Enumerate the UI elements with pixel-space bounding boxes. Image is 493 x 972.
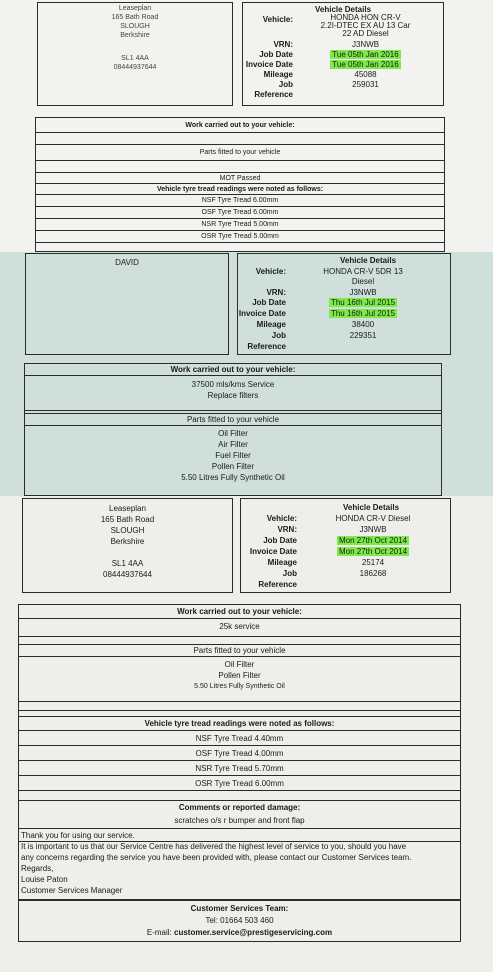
job-date-value: Tue 05th Jan 2016 [332,50,399,59]
customer-services-title: Customer Services Team: [190,904,289,913]
vrn-label: VRN: [277,525,297,534]
part-item: Pollen Filter [218,671,261,680]
vehicle-details-box [237,253,451,355]
job-value: 186268 [359,569,387,578]
tyre-title: Vehicle tyre tread readings were noted as follows: [36,184,444,195]
work-table [24,363,442,496]
email-label: E-mail: [146,928,174,937]
vehicle-label: Vehicle: [255,267,286,276]
vehicle-label: Vehicle: [266,514,297,523]
address-line: 165 Bath Road [111,14,159,21]
blank-row [36,161,444,173]
tyre-title: Vehicle tyre tread readings were noted as follows: [19,717,460,731]
job-label: Job [278,80,293,89]
address-line: Leaseplan [109,504,146,513]
job-value: 259031 [352,80,379,89]
work-title: Work carried out to your vehicle: [36,118,444,133]
invoice-sheet-2016 [0,0,493,253]
blank-row [19,701,460,711]
message-line: Regards, [21,864,54,873]
signatory-title: Customer Services Manager [21,886,123,895]
vehicle-details-box [242,2,444,106]
work-item: Replace filters [207,391,259,400]
customer-message-box [18,828,461,900]
work-title: Work carried out to your vehicle: [19,605,460,619]
customer-address-box [22,498,233,593]
message-line: Thank you for using our service. [21,831,135,840]
work-table [35,117,445,252]
parts-title: Parts fitted to your vehicle [36,145,444,161]
mot-status: MOT Passed [36,173,444,184]
work-table [18,604,461,842]
parts-title: Parts fitted to your vehicle [19,645,460,657]
vehicle-value: Diesel [351,277,375,286]
vehicle-details-title: Vehicle Details [339,256,397,265]
reference-label: Reference [247,342,286,351]
address-line: SLOUGH [120,23,150,30]
message-line: any concerns regarding the service you have been provided with, please contact our Customer Services team. [21,853,412,862]
blank-row [19,637,460,645]
work-item: 37500 mls/kms Service [191,380,275,389]
invoice-date-label: Invoice Date [245,60,293,69]
job-date-label: Job Date [252,298,286,307]
job-date-label: Job Date [259,50,293,59]
job-label: Job [271,331,286,340]
comments-title: Comments or reported damage: [178,803,301,812]
mileage-value: 45088 [354,70,377,79]
phone-number: 08444937644 [113,64,157,71]
work-title: Work carried out to your vehicle: [25,364,441,376]
address-line: Berkshire [110,537,145,546]
invoice-sheet-2014 [0,496,493,972]
work-item: 25k service [19,619,460,637]
blank-row [36,133,444,145]
tyre-reading: NSR Tyre Tread 5.00mm [36,219,444,231]
phone-number: 08444937644 [103,570,152,579]
vehicle-label: Vehicle: [262,15,293,24]
tyre-reading: OSF Tyre Tread 4.00mm [19,746,460,761]
vrn-value: J3NWB [359,525,387,534]
part-item: Fuel Filter [215,451,251,460]
address-line: Leaseplan [118,5,152,12]
address-line: 165 Bath Road [100,515,155,524]
part-item: 5.50 Litres Fully Synthetic Oil [181,473,285,482]
invoice-date-value: Mon 27th Oct 2014 [338,547,408,556]
vrn-label: VRN: [266,288,286,297]
mileage-value: 38400 [351,320,375,329]
postcode: SL1 4AA [121,55,149,62]
parts-cell [19,657,460,702]
vehicle-value: HONDA HON CR-V [330,13,401,22]
invoice-date-value: Tue 05th Jan 2016 [332,60,399,69]
mileage-label: Mileage [267,558,297,567]
job-date-value: Thu 16th Jul 2015 [330,298,396,307]
mileage-value: 25174 [361,558,385,567]
reference-label: Reference [254,90,293,99]
customer-services-box [18,900,461,942]
vehicle-value: HONDA CR-V 5DR 13 [323,267,403,276]
part-item: Oil Filter [218,429,248,438]
work-items-cell [25,376,441,411]
vehicle-value: 22 AD Diesel [342,29,389,38]
part-item: Pollen Filter [211,462,255,471]
reference-label: Reference [258,580,297,589]
address-line: SLOUGH [110,526,145,535]
tyre-reading: OSF Tyre Tread 6.00mm [36,207,444,219]
customer-name: DAVID [115,258,139,267]
vrn-label: VRN: [273,40,293,49]
message-line: It is important to us that our Service Centre has delivered the highest level of service to you, should you have [21,842,407,851]
job-value: 229351 [349,331,377,340]
vehicle-details-title: Vehicle Details [342,503,400,512]
parts-title: Parts fitted to your vehicle [25,414,441,426]
customer-address-box [37,2,233,106]
part-item: Air Filter [218,440,248,449]
vehicle-value: HONDA CR-V Diesel [335,514,411,523]
customer-box [25,253,229,355]
parts-cell [25,426,441,486]
part-item: 5.50 Litres Fully Synthetic Oil [194,683,285,690]
vehicle-details-box [240,498,451,593]
blank-row [19,791,460,801]
part-item: Oil Filter [224,660,255,669]
job-date-value: Mon 27th Oct 2014 [338,536,408,545]
invoice-sheet-2015 [0,252,493,496]
tyre-reading: OSR Tyre Tread 6.00mm [19,776,460,791]
tyre-reading: NSR Tyre Tread 5.70mm [19,761,460,776]
postcode: SL1 4AA [111,559,144,568]
vehicle-value: 2.2I-DTEC EX AU 13 Car [320,21,411,30]
comments-text: scratches o/s r bumper and front flap [19,815,460,829]
invoice-date-label: Invoice Date [249,547,297,556]
tyre-reading: NSF Tyre Tread 6.00mm [36,195,444,207]
signatory-name: Louise Paton [21,875,68,884]
customer-services-email[interactable]: customer.service@prestigeservicing.com [174,928,333,937]
invoice-date-label: Invoice Date [238,309,286,318]
tyre-reading: NSF Tyre Tread 4.40mm [19,731,460,746]
vehicle-details-title: Vehicle Details [314,5,372,14]
job-date-label: Job Date [263,536,297,545]
job-label: Job [282,569,297,578]
vrn-value: J3NWB [351,40,380,49]
address-line: Berkshire [120,32,150,39]
vrn-value: J3NWB [349,288,377,297]
mileage-label: Mileage [263,70,293,79]
tyre-reading: OSR Tyre Tread 5.00mm [36,231,444,243]
mileage-label: Mileage [256,320,286,329]
customer-services-phone: Tel: 01664 503 460 [205,916,274,925]
invoice-date-value: Thu 16th Jul 2015 [330,309,396,318]
